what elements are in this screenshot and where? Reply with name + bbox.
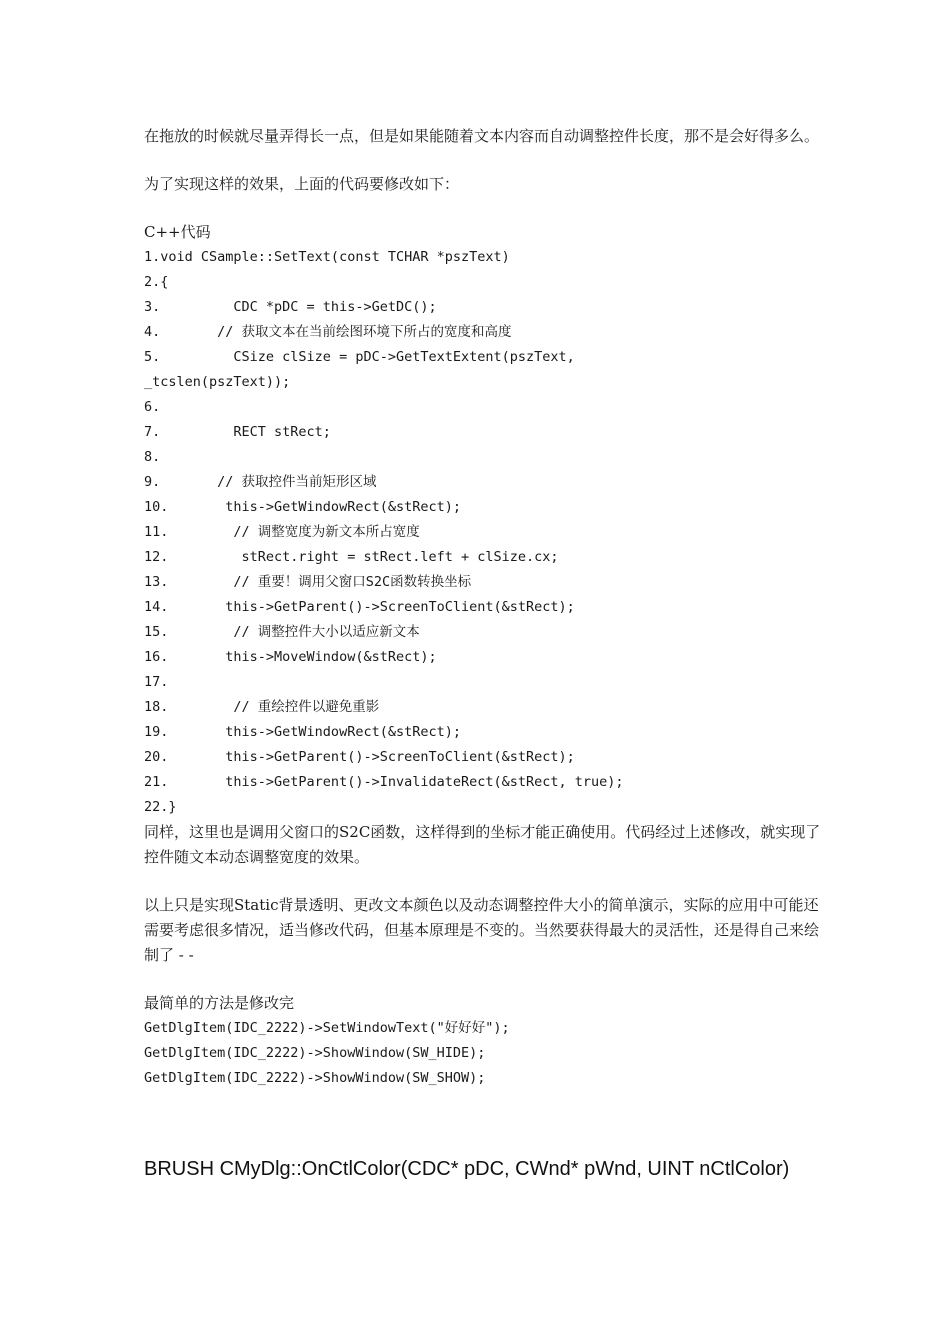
code-line: 22.} — [144, 799, 177, 815]
paragraph-modify: 为了实现这样的效果，上面的代码要修改如下： — [144, 175, 460, 193]
paragraph-simple-method: 最简单的方法是修改完 — [144, 994, 295, 1012]
code-line: 12. stRect.right = stRect.left + clSize.cx; — [144, 549, 559, 565]
code-line: 8. — [144, 449, 161, 465]
code-line: 11. // 调整宽度为新文本所占宽度 — [144, 524, 420, 540]
code-line: 7. RECT stRect; — [144, 424, 331, 440]
code-line: 19. this->GetWindowRect(&stRect); — [144, 724, 461, 740]
paragraph-summary: 以上只是实现Static背景透明、更改文本颜色以及动态调整控件大小的简单演示，实际的应用中可能还需要考虑很多情况，适当修改代码，但基本原理是不变的。当然要获得最大的灵活性，还是得自己来绘制了 - - — [144, 896, 820, 964]
snippet-line: GetDlgItem(IDC_2222)->SetWindowText("好好好"); — [144, 1020, 510, 1036]
code-label: C++代码 — [144, 223, 211, 241]
code-line: 17. — [144, 674, 169, 690]
snippet-line: GetDlgItem(IDC_2222)->ShowWindow(SW_SHOW); — [144, 1070, 486, 1086]
code-line: 21. this->GetParent()->InvalidateRect(&stRect, true); — [144, 774, 624, 790]
paragraph-intro: 在拖放的时候就尽量弄得长一点，但是如果能随着文本内容而自动调整控件长度，那不是会好得多么。 — [144, 127, 820, 145]
code-line: 3. CDC *pDC = this->GetDC(); — [144, 299, 437, 315]
code-line: 10. this->GetWindowRect(&stRect); — [144, 499, 461, 515]
code-line: 2.{ — [144, 274, 169, 290]
code-line: 14. this->GetParent()->ScreenToClient(&stRect); — [144, 599, 575, 615]
function-heading: BRUSH CMyDlg::OnCtlColor(CDC* pDC, CWnd* pWnd, UINT nCtlColor) — [144, 1158, 790, 1180]
code-line: 4. // 获取文本在当前绘图环境下所占的宽度和高度 — [144, 324, 512, 340]
paragraph-explanation: 同样，这里也是调用父窗口的S2C函数，这样得到的坐标才能正确使用。代码经过上述修改，就实现了控件随文本动态调整宽度的效果。 — [144, 823, 821, 866]
code-line: 6. — [144, 399, 161, 415]
code-line: 13. // 重要！调用父窗口S2C函数转换坐标 — [144, 574, 472, 590]
snippet-block — [144, 1016, 824, 1091]
code-line: 16. this->MoveWindow(&stRect); — [144, 649, 437, 665]
document-body — [144, 124, 824, 1091]
code-line: 15. // 调整控件大小以适应新文本 — [144, 624, 420, 640]
code-line: 1.void CSample::SetText(const TCHAR *pszText) — [144, 249, 510, 265]
code-block — [144, 245, 824, 820]
code-line: _tcslen(pszText)); — [144, 374, 291, 390]
snippet-line: GetDlgItem(IDC_2222)->ShowWindow(SW_HIDE); — [144, 1045, 486, 1061]
code-line: 18. // 重绘控件以避免重影 — [144, 699, 380, 715]
code-line: 20. this->GetParent()->ScreenToClient(&stRect); — [144, 749, 575, 765]
code-line: 5. CSize clSize = pDC->GetTextExtent(pszText, — [144, 349, 575, 365]
code-line: 9. // 获取控件当前矩形区域 — [144, 474, 377, 490]
